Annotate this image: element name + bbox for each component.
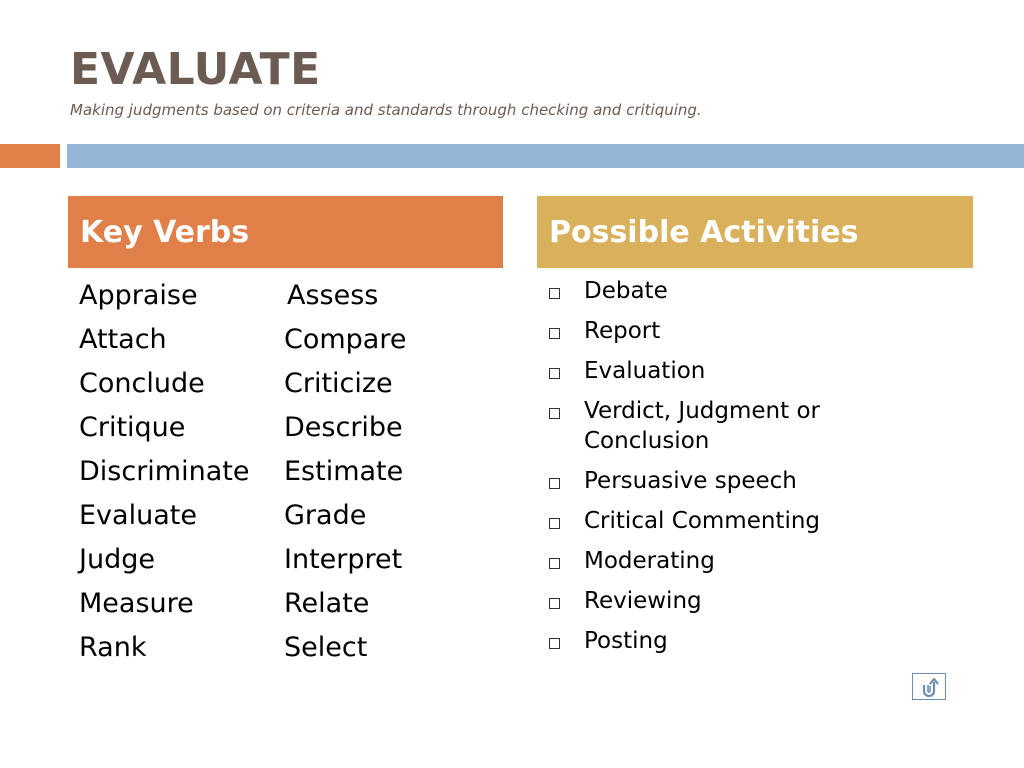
square-bullet-icon bbox=[549, 518, 560, 529]
verb-item: Estimate bbox=[284, 456, 404, 487]
verb-item: Relate bbox=[284, 588, 370, 619]
verb-item: Judge bbox=[79, 544, 155, 575]
activity-label: Evaluation bbox=[584, 358, 706, 384]
activity-item bbox=[549, 356, 949, 386]
activity-label: Critical Commenting bbox=[584, 508, 821, 534]
activity-label: Debate bbox=[584, 278, 668, 304]
verb-item: Interpret bbox=[284, 544, 403, 575]
verb-item: Attach bbox=[79, 324, 167, 355]
activity-item bbox=[549, 466, 949, 496]
key-verbs-list bbox=[79, 274, 484, 670]
activity-label: Posting bbox=[584, 628, 668, 654]
verb-item: Select bbox=[284, 632, 368, 663]
verb-item: Evaluate bbox=[79, 500, 197, 531]
return-button[interactable] bbox=[912, 673, 946, 700]
activities-list bbox=[549, 276, 949, 666]
activity-item bbox=[549, 626, 949, 656]
verb-item: Describe bbox=[284, 412, 403, 443]
activity-item bbox=[549, 586, 949, 616]
activity-label: Reviewing bbox=[584, 588, 702, 614]
square-bullet-icon bbox=[549, 638, 560, 649]
possible-activities-header: Possible Activities bbox=[537, 196, 973, 268]
key-verbs-header: Key Verbs bbox=[68, 196, 503, 268]
verb-item: Appraise bbox=[79, 280, 198, 311]
activity-label: Persuasive speech bbox=[584, 468, 797, 494]
activity-label: Report bbox=[584, 318, 661, 344]
activity-item bbox=[549, 316, 949, 346]
square-bullet-icon bbox=[549, 478, 560, 489]
verb-item: Grade bbox=[284, 500, 367, 531]
activity-item bbox=[549, 506, 949, 536]
square-bullet-icon bbox=[549, 368, 560, 379]
accent-bar-blue bbox=[67, 144, 1024, 168]
activity-item bbox=[549, 396, 949, 456]
verb-item: Conclude bbox=[79, 368, 205, 399]
slide-title: EVALUATE bbox=[70, 44, 321, 95]
verb-item: Discriminate bbox=[79, 456, 250, 487]
activity-label: Moderating bbox=[584, 548, 715, 574]
activity-label: Verdict, Judgment or Conclusion bbox=[584, 398, 820, 454]
square-bullet-icon bbox=[549, 558, 560, 569]
square-bullet-icon bbox=[549, 328, 560, 339]
slide-subtitle: Making judgments based on criteria and standards through checking and critiquing. bbox=[70, 101, 702, 119]
square-bullet-icon bbox=[549, 288, 560, 299]
square-bullet-icon bbox=[549, 598, 560, 609]
verb-item: Measure bbox=[79, 588, 194, 619]
verb-item: Critique bbox=[79, 412, 186, 443]
verb-item: Assess bbox=[287, 280, 379, 311]
verb-item: Compare bbox=[284, 324, 407, 355]
square-bullet-icon bbox=[549, 408, 560, 419]
verb-item: Rank bbox=[79, 632, 147, 663]
activity-item bbox=[549, 546, 949, 576]
return-arrow-icon bbox=[918, 677, 940, 697]
verb-item: Criticize bbox=[284, 368, 393, 399]
accent-bar-orange bbox=[0, 144, 60, 168]
activity-item bbox=[549, 276, 949, 306]
